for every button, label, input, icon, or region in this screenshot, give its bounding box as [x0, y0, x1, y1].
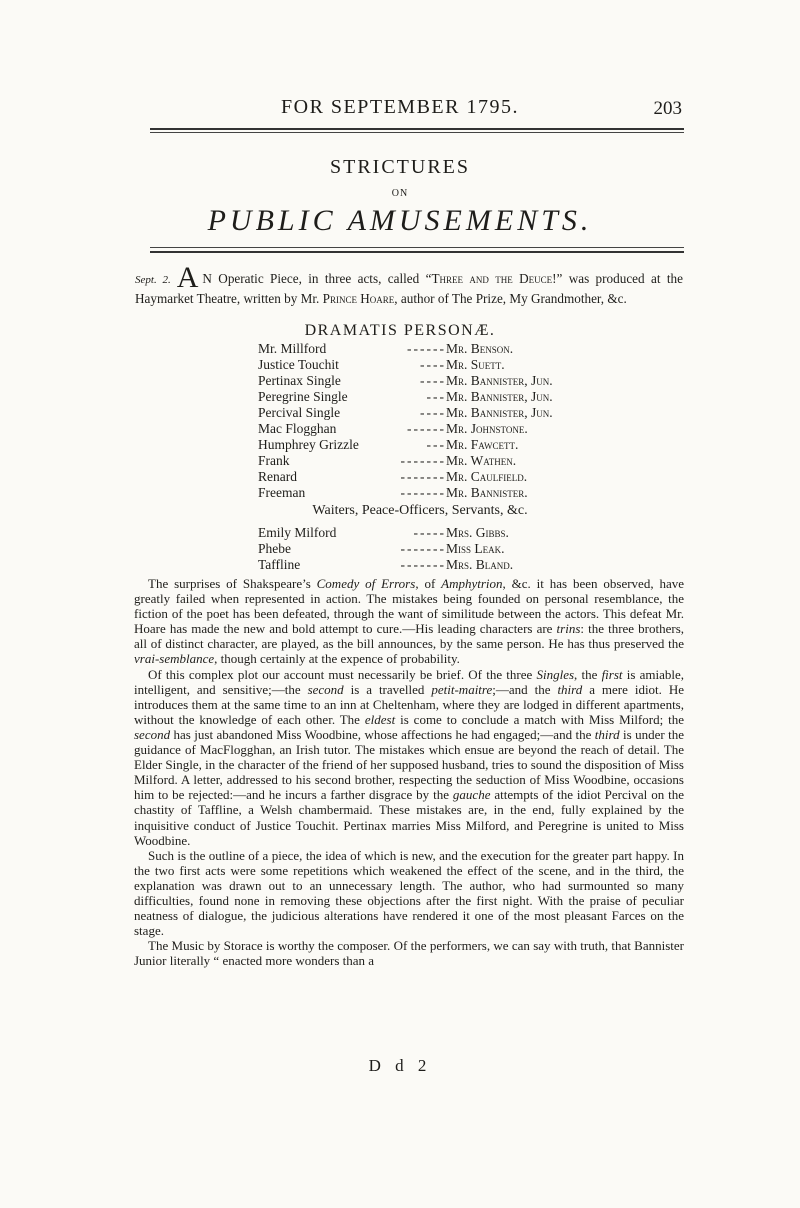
cast-actor: Mrs. Gibbs.: [446, 525, 509, 540]
cast-actor: Mrs. Bland.: [446, 557, 514, 572]
cast-row: [258, 469, 618, 485]
cast-row: [258, 405, 618, 421]
running-head-title: FOR SEPTEMBER 1795.: [281, 96, 519, 118]
cast-leader-dashes: ---: [426, 389, 446, 404]
cast-role: Renard: [258, 469, 297, 484]
cast-leader-dashes: -------: [400, 541, 446, 556]
p2-d: is a travelled: [343, 681, 432, 697]
cast-actor: Mr. Bannister.: [446, 485, 528, 500]
dramatis-personae-heading: DRAMATIS PERSONÆ.: [304, 322, 496, 339]
cast-actor: Mr. Suett.: [446, 357, 505, 372]
cast-role: Frank: [258, 453, 290, 468]
p2-c: is amiable, intelligent, and sensitive;—the: [134, 666, 684, 697]
cast-row: [258, 421, 618, 437]
cast-actor: Mr. Johnstone.: [446, 421, 528, 436]
p2-italic-8: third: [594, 726, 620, 742]
page-number: 203: [653, 98, 682, 119]
intro-text-b: !” was produced at the Haymarket Theatre, written by Mr.: [135, 271, 683, 306]
p2-f: a mere idiot. He introduces them at the same time to an inn at Cheltenham, where they are lodged in different apartments, without the knowledge of each other. The: [134, 681, 685, 727]
extras-line: Waiters, Peace-Officers, Servants, &c.: [312, 503, 528, 518]
cast-role: Mr. Millford: [258, 341, 327, 356]
cast-leader-dashes: ----: [420, 357, 446, 372]
top-rule-thin: [150, 132, 684, 133]
paragraph-3: Such is the outline of a piece, the idea of which is new, and the execution for the greater part happy. In the two first acts were some repetitions which weakened the effect of the scene, and in the third, the explanation was drawn out to an unnecessary length. The author, who had surmounted so many difficulties, found none in removing these objections after the first night. With the praise of peculiar neatness of dialogue, the judicious alterations have rendered it one of the most pleasant Farces on the stage.: [134, 847, 684, 939]
cast-actor: Miss Leak.: [446, 541, 505, 556]
p1-italic-2: Amphytrion: [441, 576, 503, 591]
p2-g: is come to conclude a match with Miss Milford; the: [395, 711, 684, 727]
cast-row: [258, 453, 618, 469]
paragraph-2: [134, 667, 684, 848]
p2-italic-6: eldest: [364, 711, 396, 727]
cast-leader-dashes: ------: [407, 421, 446, 436]
cast-leader-dashes: -------: [400, 453, 446, 468]
cast-role: Percival Single: [258, 405, 341, 420]
cast-leader-dashes: ---: [426, 437, 446, 452]
cast-actor: Mr. Wathen.: [446, 453, 517, 468]
cast-role: Emily Milford: [258, 525, 337, 540]
cast-role: Mac Flogghan: [258, 421, 337, 436]
p1-e: , though certainly at the expence of probability.: [214, 651, 460, 667]
cast-row: [258, 485, 618, 501]
p2-italic-5: third: [557, 681, 583, 697]
p2-italic-4: petit-maitre: [431, 681, 493, 697]
heading-rule-thick: [150, 251, 684, 253]
p1-italic-4: vrai-semblance: [134, 651, 215, 667]
p2-k: attempts of the idiot Percival on the chastity of Taffline, a Welsh chambermaid. These mistakes are, in the end, fully explained by the inquisitive conduct of Justice Touchit. Pertinax marries Miss Milford, and Peregrine is united to Miss Woodbine.: [134, 787, 684, 848]
p2-italic-7: second: [134, 726, 171, 742]
cast-leader-dashes: -------: [400, 557, 446, 572]
cast-row: [258, 437, 618, 453]
heading-public-amusements: PUBLIC AMUSEMENTS.: [207, 204, 593, 237]
running-head: [0, 96, 800, 122]
paragraph-4: The Music by Storace is worthy the composer. Of the performers, we can say with truth, that Bannister Junior literally “ enacted more wonders than a: [134, 938, 684, 969]
intro-text-a: N Operatic Piece, in three acts, called “: [202, 271, 432, 286]
p1-d: : the three brothers, all of distinct character, are played, as the bill announces, by the same person. He has thus preserved the: [134, 621, 685, 652]
cast-leader-dashes: -------: [400, 469, 446, 484]
cast-row: [258, 357, 618, 373]
p2-italic-2: first: [601, 666, 623, 682]
cast-actor: Mr. Fawcett.: [446, 437, 519, 452]
p2-h: has just abandoned Miss Woodbine, whose affections he had engaged;—and the: [170, 726, 595, 742]
cast-role: Peregrine Single: [258, 389, 348, 404]
heading-rule: [150, 247, 684, 248]
intro-play-title: Three and the Deuce: [431, 271, 553, 286]
cast-role: Pertinax Single: [258, 373, 341, 388]
p1-italic-3: trins: [556, 621, 581, 637]
p2-e: ;—and the: [492, 681, 558, 697]
p2-italic-9: gauche: [452, 787, 491, 803]
p2-italic-1: Singles: [536, 666, 575, 682]
p1-b: , of: [415, 576, 442, 591]
signature-mark: D d 2: [368, 1056, 432, 1075]
cast-leader-dashes: -----: [413, 525, 446, 540]
intro-text-c: , author of The Prize, My Grandmother, &c.: [394, 291, 627, 306]
cast-role: Humphrey Grizzle: [258, 437, 359, 452]
heading-on: ON: [391, 188, 409, 199]
cast-row: [258, 525, 618, 541]
intro-paragraph: [135, 261, 683, 306]
cast-role: Justice Touchit: [258, 357, 339, 372]
p1-italic-1: Comedy of Errors: [316, 576, 416, 591]
cast-row: [258, 541, 618, 557]
cast-leader-dashes: -------: [400, 485, 446, 500]
cast-row: [258, 341, 618, 357]
cast-actor: Mr. Benson.: [446, 341, 514, 356]
cast-leader-dashes: ------: [407, 341, 446, 356]
cast-role: Freeman: [258, 485, 306, 500]
cast-actor: Mr. Bannister, Jun.: [446, 373, 553, 388]
dropcap: A: [176, 261, 199, 294]
cast-role: Taffline: [258, 557, 301, 572]
cast-leader-dashes: ----: [420, 373, 446, 388]
top-rule: [150, 128, 684, 130]
heading-strictures: STRICTURES: [329, 156, 471, 178]
cast-row: [258, 557, 618, 573]
p1-c: , &c. it has been observed, have greatly failed when represented in action. The mistakes being founded on personal resemblance, the fiction of the poet has been defeated, through the want of similitude between the actors. This defeat Mr. Hoare has made the new and bold attempt to cure.—His leading characters are: [134, 576, 684, 637]
cast-actor: Mr. Bannister, Jun.: [446, 405, 553, 420]
intro-author: Prince Hoare: [322, 291, 395, 306]
cast-role: Phebe: [258, 541, 291, 556]
cast-actor: Mr. Caulfield.: [446, 469, 528, 484]
cast-actor: Mr. Bannister, Jun.: [446, 389, 553, 404]
p1-a: The surprises of Shakspeare’s: [148, 576, 317, 591]
body-text: [134, 576, 684, 968]
p2-b: , the: [574, 666, 602, 682]
dateline: Sept. 2.: [135, 274, 171, 286]
cast-row: [258, 389, 618, 405]
cast-row: [258, 373, 618, 389]
p2-j: is under the guidance of MacFlogghan, an Irish tutor. The mistakes which ensue are beyond the reach of detail. The Elder Single, in the character of the friend of her supposed husband, tries to sound the disposition of Miss Milford. A letter, addressed to his second brother, respecting the seduction of Miss Woodbine, occasions him to be rejected:—and he incurs a farther disgrace by the: [134, 726, 684, 803]
p2-a: Of this complex plot our account must necessarily be brief. Of the three: [148, 666, 537, 682]
p2-italic-3: second: [307, 681, 344, 697]
cast-leader-dashes: ----: [420, 405, 446, 420]
paragraph-1: [134, 576, 684, 667]
